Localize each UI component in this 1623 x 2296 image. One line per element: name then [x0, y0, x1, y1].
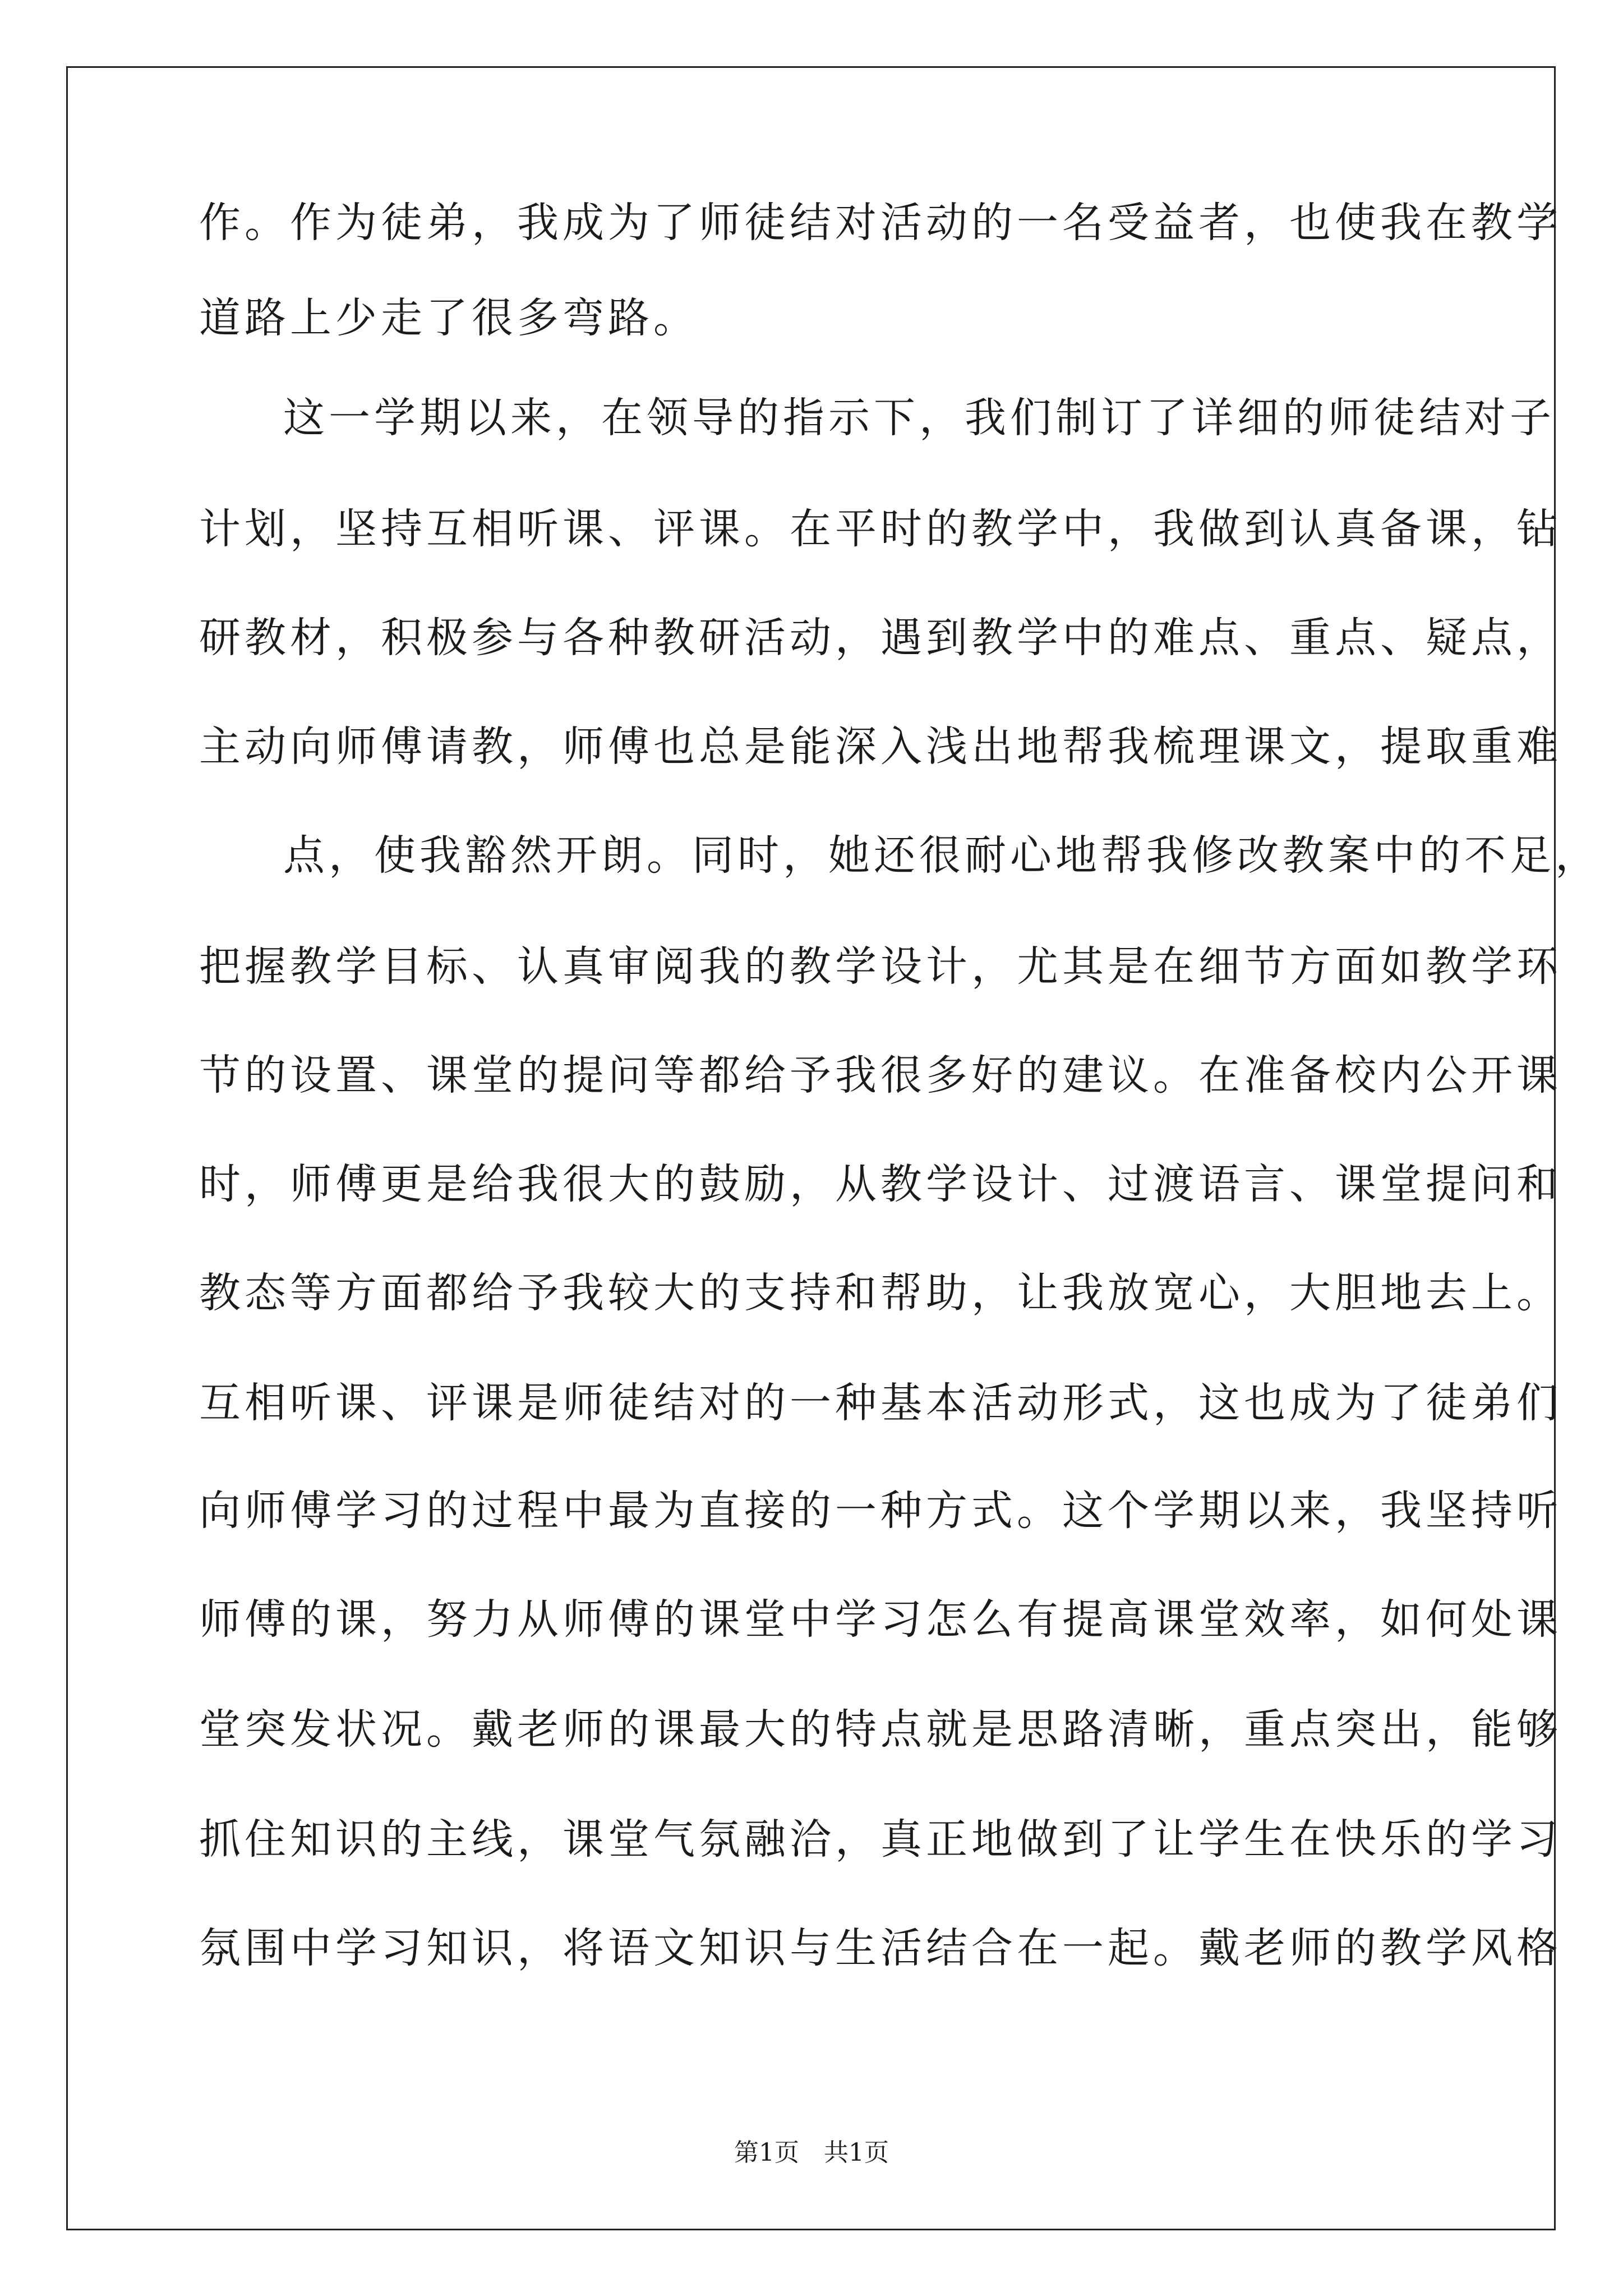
text-line: 点，使我豁然开朗。同时，她还很耐心地帮我修改教案中的不足，	[283, 831, 1601, 880]
text-line: 把握教学目标、认真审阅我的教学设计，尤其是在细节方面如教学环	[199, 942, 1562, 991]
text-line: 向师傅学习的过程中最为直接的一种方式。这个学期以来，我坚持听	[199, 1487, 1562, 1535]
text-line: 计划，坚持互相听课、评课。在平时的教学中，我做到认真备课，钻	[199, 505, 1562, 553]
text-line: 师傅的课，努力从师傅的课堂中学习怎么有提高课堂效率，如何处课	[199, 1595, 1562, 1644]
text-line: 时，师傅更是给我很大的鼓励，从教学设计、过渡语言、课堂提问和	[199, 1160, 1562, 1208]
text-line: 研教材，积极参与各种教研活动，遇到教学中的难点、重点、疑点，	[199, 614, 1562, 662]
text-line: 节的设置、课堂的提问等都给予我很多好的建议。在准备校内公开课	[199, 1051, 1562, 1099]
text-line: 这一学期以来，在领导的指示下，我们制订了详细的师徒结对子	[283, 394, 1555, 442]
text-line: 氛围中学习知识，将语文知识与生活结合在一起。戴老师的教学风格	[199, 1924, 1562, 1972]
text-line: 道路上少走了很多弯路。	[199, 294, 699, 342]
page-footer: 第1页 共1页	[734, 2138, 889, 2167]
text-line: 主动向师傅请教，师傅也总是能深入浅出地帮我梳理课文，提取重难	[199, 723, 1562, 771]
text-line: 互相听课、评课是师徒结对的一种基本活动形式，这也成为了徒弟们	[199, 1379, 1562, 1427]
text-line: 堂突发状况。戴老师的课最大的特点就是思路清晰，重点突出，能够	[199, 1705, 1562, 1754]
text-line: 抓住知识的主线，课堂气氛融洽，真正地做到了让学生在快乐的学习	[199, 1815, 1562, 1864]
text-line: 教态等方面都给予我较大的支持和帮助，让我放宽心，大胆地去上。	[199, 1269, 1562, 1317]
page-border	[66, 66, 1556, 2230]
text-line: 作。作为徒弟，我成为了师徒结对活动的一名受益者，也使我在教学	[199, 199, 1562, 247]
